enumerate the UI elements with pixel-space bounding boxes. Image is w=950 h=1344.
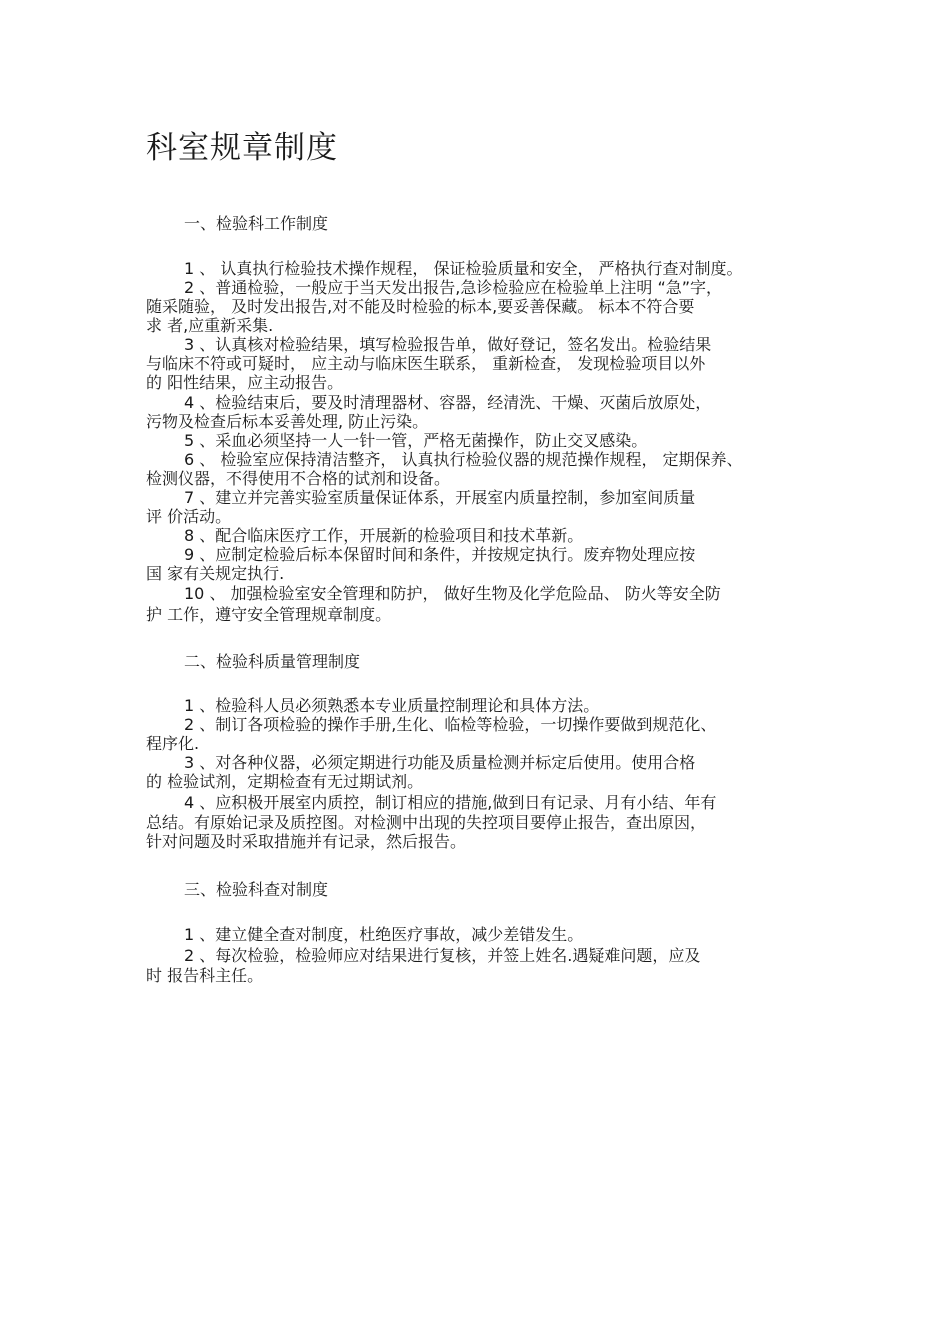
- rule-line: 7 、建立并完善实验室质量保证体系，开展室内质量控制，参加室间质量: [184, 488, 696, 507]
- rule-line-continued: 护 工作，遵守安全管理规章制度。: [146, 605, 392, 624]
- page-title: 科室规章制度: [146, 130, 338, 166]
- rule-line: 1 、建立健全查对制度，杜绝医疗事故，减少差错发生。: [184, 925, 584, 944]
- rule-line-continued: 国 家有关规定执行.: [146, 564, 285, 583]
- rule-line-continued: 的 阳性结果，应主动报告。: [146, 373, 344, 392]
- rule-line-continued: 评 价活动。: [146, 507, 232, 526]
- rule-line-continued: 时 报告科主任。: [146, 966, 264, 985]
- rule-line: 3 、认真核对检验结果，填写检验报告单，做好登记，签名发出。检验结果: [184, 335, 712, 354]
- rule-line-continued: 程序化.: [146, 734, 200, 753]
- rule-line: 10 、 加强检验室安全管理和防护， 做好生物及化学危险品、 防火等安全防: [184, 584, 721, 603]
- rule-line-continued: 求 者,应重新采集.: [146, 316, 274, 335]
- rule-line-continued: 随采随验， 及时发出报告,对不能及时检验的标本,要妥善保藏。 标本不符合要: [146, 297, 695, 316]
- rule-line-continued: 与临床不符或可疑时， 应主动与临床医生联系， 重新检查， 发现检验项目以外: [146, 354, 706, 373]
- rule-line-continued: 总结。有原始记录及质控图。对检测中出现的失控项目要停止报告，查出原因，: [146, 813, 707, 832]
- rule-line-continued: 的 检验试剂，定期检查有无过期试剂。: [146, 772, 424, 791]
- section-heading-work-rules: 一、检验科工作制度: [184, 214, 329, 233]
- rule-line: 1 、 认真执行检验技术操作规程， 保证检验质量和安全， 严格执行查对制度。: [184, 259, 743, 278]
- section-heading-verification: 三、检验科查对制度: [184, 880, 329, 899]
- rule-line: 2 、普通检验，一般应于当天发出报告,急诊检验应在检验单上注明 “急”字，: [184, 278, 723, 297]
- rule-line: 6 、 检验室应保持清洁整齐， 认真执行检验仪器的规范操作规程， 定期保养、: [184, 450, 743, 469]
- rule-line-continued: 检测仪器，不得使用不合格的试剂和设备。: [146, 469, 451, 488]
- rule-line: 5 、采血必须坚持一人一针一管，严格无菌操作，防止交叉感染。: [184, 431, 648, 450]
- rule-line-continued: 污物及检查后标本妥善处理, 防止污染。: [146, 412, 429, 431]
- rule-line: 1 、检验科人员必须熟悉本专业质量控制理论和具体方法。: [184, 696, 600, 715]
- rule-line: 3 、对各种仪器，必须定期进行功能及质量检测并标定后使用。使用合格: [184, 753, 696, 772]
- rule-line: 9 、应制定检验后标本保留时间和条件，并按规定执行。废弃物处理应按: [184, 545, 696, 564]
- rule-line: 8 、配合临床医疗工作，开展新的检验项目和技术革新。: [184, 526, 584, 545]
- rule-line: 4 、应积极开展室内质控，制订相应的措施,做到日有记录、月有小结、年有: [184, 793, 717, 812]
- rule-line: 4 、检验结束后，要及时清理器材、容器，经清洗、干燥、灭菌后放原处，: [184, 393, 712, 412]
- rule-line: 2 、每次检验，检验师应对结果进行复核，并签上姓名.遇疑难问题，应及: [184, 946, 701, 965]
- section-heading-quality-management: 二、检验科质量管理制度: [184, 652, 361, 671]
- rule-line-continued: 针对问题及时采取措施并有记录，然后报告。: [146, 832, 467, 851]
- rule-line: 2 、制订各项检验的操作手册,生化、临检等检验，一切操作要做到规范化、: [184, 715, 717, 734]
